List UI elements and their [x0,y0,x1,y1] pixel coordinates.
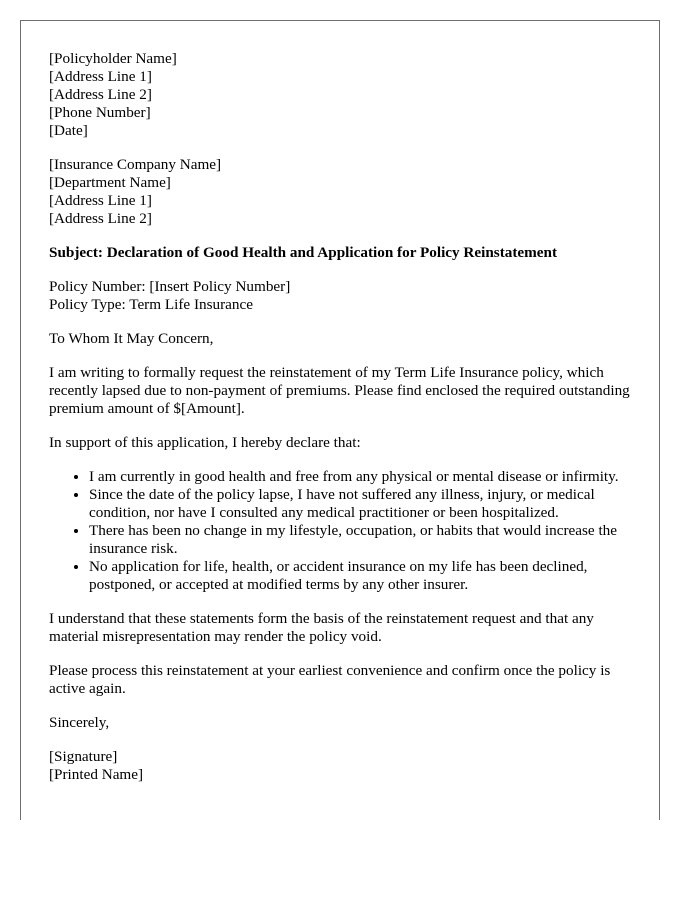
sender-block [49,50,639,140]
declaration-intro: In support of this application, I hereby declare that: [49,434,361,451]
letter-page [20,20,660,820]
sender-phone: [Phone Number] [49,104,151,121]
signature-placeholder: [Signature] [49,748,118,765]
declaration-item: • I am currently in good health and free from any physical or mental disease or infirmity. [89,468,639,486]
policy-number: Policy Number: [Insert Policy Number] [49,278,291,295]
declaration-item: • There has been no change in my lifestyle, occupation, or habits that would increase the insurance risk. [89,522,639,558]
process-request-paragraph: Please process this reinstatement at your earliest convenience and confirm once the policy is active again. [49,662,611,697]
sender-address-line-2: [Address Line 2] [49,86,152,103]
sender-address-line-1: [Address Line 1] [49,68,152,85]
letter-date: [Date] [49,122,88,139]
sender-name: [Policyholder Name] [49,50,177,67]
subject-line: Subject: Declaration of Good Health and Application for Policy Reinstatement [49,244,558,261]
recipient-address-line-2: [Address Line 2] [49,210,152,227]
recipient-department: [Department Name] [49,174,171,191]
policy-type: Policy Type: Term Life Insurance [49,296,253,313]
printed-name: [Printed Name] [49,766,144,783]
recipient-company: [Insurance Company Name] [49,156,222,173]
understanding-paragraph: I understand that these statements form the basis of the reinstatement request and that any material misrepresentation may render the policy void. [49,610,594,645]
declaration-list [49,468,639,594]
request-paragraph: I am writing to formally request the reinstatement of my Term Life Insurance policy, which recently lapsed due to non-payment of premiums. Please find enclosed the required outstanding premium amount of $[Amount]. [49,364,630,417]
signature-block [49,748,639,784]
declaration-item: • No application for life, health, or accident insurance on my life has been declined, postponed, or accepted at modified terms by any other insurer. [89,558,639,594]
recipient-block [49,156,639,228]
recipient-address-line-1: [Address Line 1] [49,192,152,209]
letter-content [49,50,639,784]
closing: Sincerely, [49,714,110,731]
declaration-item: • Since the date of the policy lapse, I have not suffered any illness, injury, or medical condition, nor have I consulted any medical practitioner or been hospitalized. [89,486,639,522]
policy-details [49,278,639,314]
salutation: To Whom It May Concern, [49,330,214,347]
